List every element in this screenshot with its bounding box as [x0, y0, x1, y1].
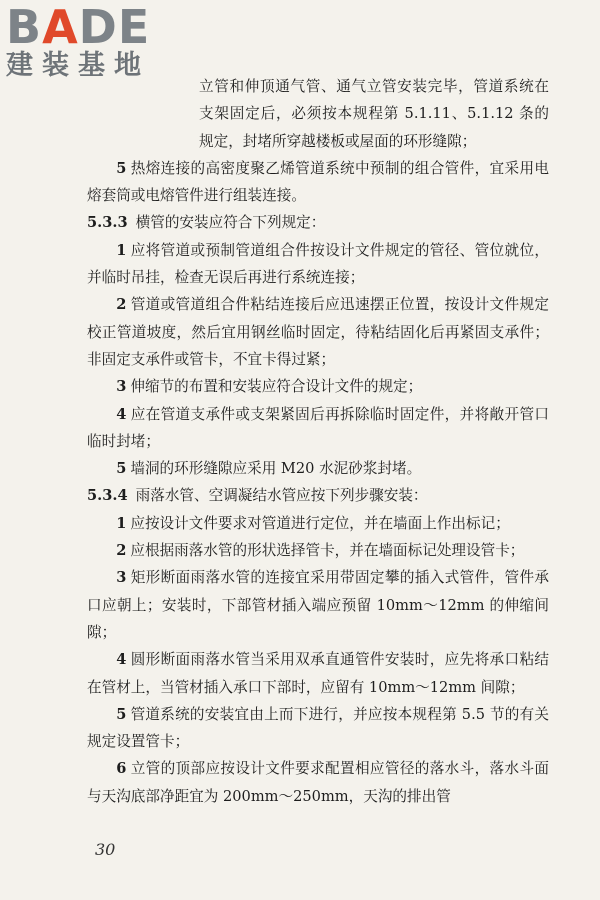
item-number: 4	[116, 651, 127, 669]
list-item	[87, 155, 549, 210]
item-text: 热熔连接的高密度聚乙烯管道系统中预制的组合管件，宜采用电熔套筒或电熔管件进行组装连接。	[87, 159, 549, 205]
list-item	[87, 510, 549, 537]
list-item	[87, 455, 549, 482]
item-number: 2	[116, 542, 127, 560]
section-text: 横管的安装应符合下列规定：	[135, 214, 326, 232]
item-number: 4	[116, 405, 127, 423]
watermark-logo-text: BADE	[6, 0, 151, 54]
watermark-subtitle: 建装基地	[6, 50, 150, 81]
bade-watermark-logo	[6, 2, 176, 81]
item-number: 6	[116, 760, 127, 778]
item-text: 应将管道或预制管道组合件按设计文件规定的管径、管位就位，并临时吊挂，检查无误后再进行系统连接；	[87, 241, 549, 287]
item-text: 应在管道支承件或支架紧固后再拆除临时固定件，并将敞开管口临时封堵；	[87, 405, 549, 450]
section-number: 5.3.4	[87, 487, 128, 505]
document-body	[87, 73, 549, 810]
item-text: 应根据雨落水管的形状选择管卡，并在墙面标记处理设管卡；	[130, 542, 525, 560]
item-text: 墙洞的环形缝隙应采用 M20 水泥砂浆封堵。	[130, 460, 422, 478]
list-item	[87, 291, 549, 373]
item-number: 1	[116, 241, 127, 259]
item-text: 管道系统的安装宜由上而下进行，并应按本规程第 5.5 节的有关规定设置管卡；	[87, 705, 549, 751]
list-item	[87, 701, 549, 756]
list-item	[87, 564, 549, 646]
section-heading-5-3-4	[87, 482, 549, 509]
section-number: 5.3.3	[87, 214, 128, 232]
item-number: 5	[116, 460, 127, 478]
item-number: 3	[116, 569, 127, 587]
item-text: 矩形断面雨落水管的连接宜采用带固定攀的插入式管件，管件承口应朝上；安装时，下部管材插入端应预留 10mm～12mm 的伸缩间隙；	[87, 569, 549, 641]
item-number: 1	[116, 514, 127, 532]
list-item	[87, 537, 549, 564]
list-item	[87, 755, 549, 810]
page-number: 30	[95, 840, 116, 859]
list-item	[87, 237, 549, 292]
list-item	[87, 401, 549, 456]
item-text: 伸缩节的布置和安装应符合设计文件的规定；	[130, 378, 423, 396]
item-number: 5	[116, 159, 127, 177]
section-text: 雨落水管、空调凝结水管应按下列步骤安装：	[135, 487, 428, 505]
list-item	[87, 373, 549, 400]
paragraph-continuation: 立管和伸顶通气管、通气立管安装完毕，管道系统在支架固定后，必须按本规程第 5.1.11、5.1.12 条的规定，封堵所穿越楼板或屋面的环形缝隙；	[199, 78, 549, 150]
section-heading-5-3-3	[87, 209, 549, 236]
item-number: 3	[116, 378, 127, 396]
list-item	[87, 646, 549, 701]
item-text: 圆形断面雨落水管当采用双承直通管件安装时，应先将承口粘结在管材上，当管材插入承口下部时，应留有 10mm～12mm 间隙；	[87, 651, 549, 696]
item-number: 2	[116, 296, 127, 314]
item-text: 管道或管道组合件粘结连接后应迅速摆正位置，按设计文件规定校正管道坡度，然后宜用钢丝临时固定，待粘结固化后再紧固支承件；非固定支承件或管卡，不宜卡得过紧；	[87, 296, 549, 368]
item-text: 应按设计文件要求对管道进行定位，并在墙面上作出标记；	[130, 514, 510, 532]
item-text: 立管的顶部应按设计文件要求配置相应管径的落水斗，落水斗面与天沟底部净距宜为 200mm～250mm，天沟的排出管	[87, 760, 549, 805]
item-number: 5	[116, 705, 127, 723]
